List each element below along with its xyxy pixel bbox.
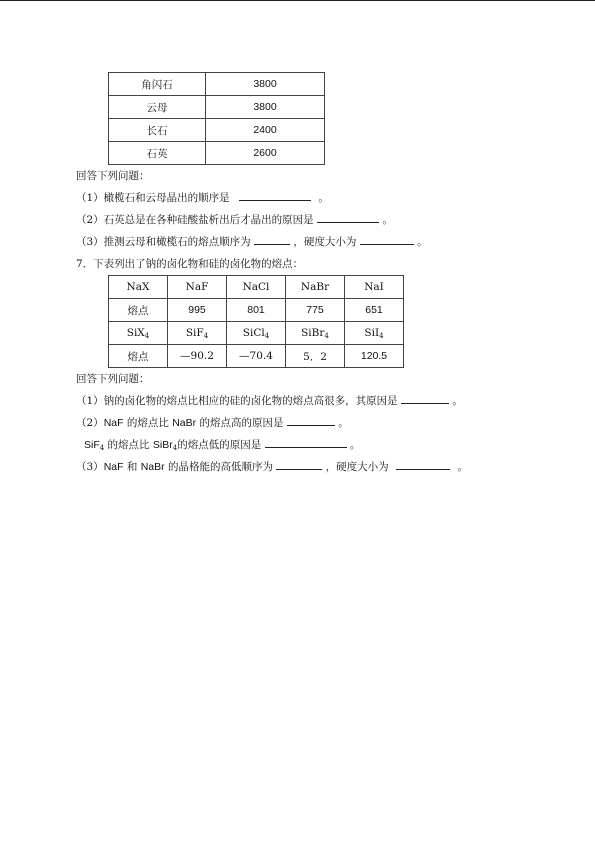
table-row <box>109 345 404 368</box>
question-text: 的熔点比 <box>104 439 153 451</box>
table-cell <box>345 322 404 345</box>
table-row <box>109 276 404 299</box>
answer-blank[interactable] <box>287 413 335 426</box>
formula-text: SiBr <box>152 439 173 451</box>
table-cell: 熔点 <box>109 299 168 322</box>
question-text: （2）石英总是在各种硅酸盐析出后才晶出的原因是 <box>76 214 314 226</box>
document-body <box>76 72 536 478</box>
question-text: （3） <box>76 461 104 473</box>
subscript: 4 <box>99 444 105 452</box>
question-text: ，硬度大小为 <box>325 461 389 473</box>
table-cell: 3800 <box>206 96 325 119</box>
table-cell: 云母 <box>109 96 206 119</box>
question-text: （2） <box>76 417 104 429</box>
question-text: 的熔点高的原因是 <box>196 417 284 429</box>
question-text: （3）推测云母和橄榄石的熔点顺序为 <box>76 236 251 248</box>
problem-7-title: 7．下表列出了钠的卤化物和硅的卤化物的熔点： <box>76 258 304 270</box>
table-cell: 995 <box>168 299 227 322</box>
table-cell: 角闪石 <box>109 73 206 96</box>
table-cell: 801 <box>227 299 286 322</box>
table-cell: —70.4 <box>227 345 286 368</box>
question-end: 。 <box>457 461 468 473</box>
formula-text: SiBr <box>301 327 325 339</box>
table-cell: 长石 <box>109 119 206 142</box>
subscript: 4 <box>379 332 384 340</box>
table-cell: 3800 <box>206 73 325 96</box>
formula-text: SiF <box>185 327 204 339</box>
table-cell: —90.2 <box>168 345 227 368</box>
formula-text: NaBr <box>140 461 165 473</box>
question-7-2a <box>76 412 536 434</box>
table-row <box>109 73 325 96</box>
question-text: （1）橄榄石和云母晶出的顺序是 <box>76 192 230 204</box>
table-row <box>109 322 404 345</box>
answer-blank[interactable] <box>396 457 450 470</box>
formula-text: SiCl <box>242 327 265 339</box>
table-cell: 5．2 <box>286 345 345 368</box>
answer-blank[interactable] <box>276 457 322 470</box>
table-cell <box>168 322 227 345</box>
question-1 <box>76 187 536 209</box>
table-cell: 熔点 <box>109 345 168 368</box>
table-row <box>109 142 325 165</box>
table-cell: 775 <box>286 299 345 322</box>
table-cell: 120.5 <box>345 345 404 368</box>
subscript: 4 <box>172 444 178 452</box>
answer-blank[interactable] <box>239 188 311 201</box>
table-cell: 651 <box>345 299 404 322</box>
question-end: 。 <box>349 439 361 451</box>
question-text: ，硬度大小为 <box>293 236 357 248</box>
question-2 <box>76 209 536 231</box>
table-cell: 石英 <box>109 142 206 165</box>
header-rule <box>0 0 595 1</box>
subscript: 4 <box>203 332 209 340</box>
halide-table <box>108 275 404 368</box>
answer-blank[interactable] <box>360 232 414 245</box>
subscript: 4 <box>324 332 329 340</box>
table-cell: NaI <box>345 276 404 299</box>
answer-prompt: 回答下列问题： <box>76 170 150 182</box>
table-row <box>109 96 325 119</box>
question-text: 的熔点比 <box>123 417 173 429</box>
table-cell: NaF <box>168 276 227 299</box>
formula-text: NaF <box>103 461 124 473</box>
formula-text: SiF <box>84 439 100 451</box>
subscript: 4 <box>264 332 270 340</box>
answer-blank[interactable] <box>254 232 290 245</box>
question-text: 和 <box>123 461 141 473</box>
formula-text: SiI <box>364 327 380 339</box>
table-cell <box>286 322 345 345</box>
question-text: 的熔点低的原因是 <box>177 439 262 451</box>
question-end: 。 <box>382 214 393 226</box>
answer-blank[interactable] <box>265 435 347 448</box>
question-end: 。 <box>417 236 428 248</box>
question-end: 。 <box>318 192 329 204</box>
question-3 <box>76 231 536 253</box>
question-7-3 <box>76 456 536 478</box>
mineral-table <box>108 72 325 165</box>
question-text: （1）钠的卤化物的熔点比相应的硅的卤化物的熔点高很多，其原因是 <box>76 395 398 407</box>
subscript: 4 <box>144 332 150 340</box>
question-text: 的晶格能的高低顺序为 <box>164 461 273 473</box>
answer-prompt: 回答下列问题： <box>76 373 150 385</box>
question-7-1 <box>76 390 536 412</box>
formula-text: NaBr <box>172 417 197 429</box>
question-7-2b <box>76 434 536 456</box>
question-end: 。 <box>452 395 463 407</box>
table-cell: 2400 <box>206 119 325 142</box>
table-cell: NaX <box>109 276 168 299</box>
formula-text: SiX <box>126 327 145 339</box>
table-cell: 2600 <box>206 142 325 165</box>
question-end: 。 <box>338 417 349 429</box>
table-row <box>109 119 325 142</box>
table-row <box>109 299 404 322</box>
table-cell: NaBr <box>286 276 345 299</box>
table-cell <box>109 322 168 345</box>
answer-blank[interactable] <box>401 391 449 404</box>
answer-blank[interactable] <box>317 210 379 223</box>
table-cell <box>227 322 286 345</box>
table-cell: NaCl <box>227 276 286 299</box>
formula-text: NaF <box>103 417 124 429</box>
